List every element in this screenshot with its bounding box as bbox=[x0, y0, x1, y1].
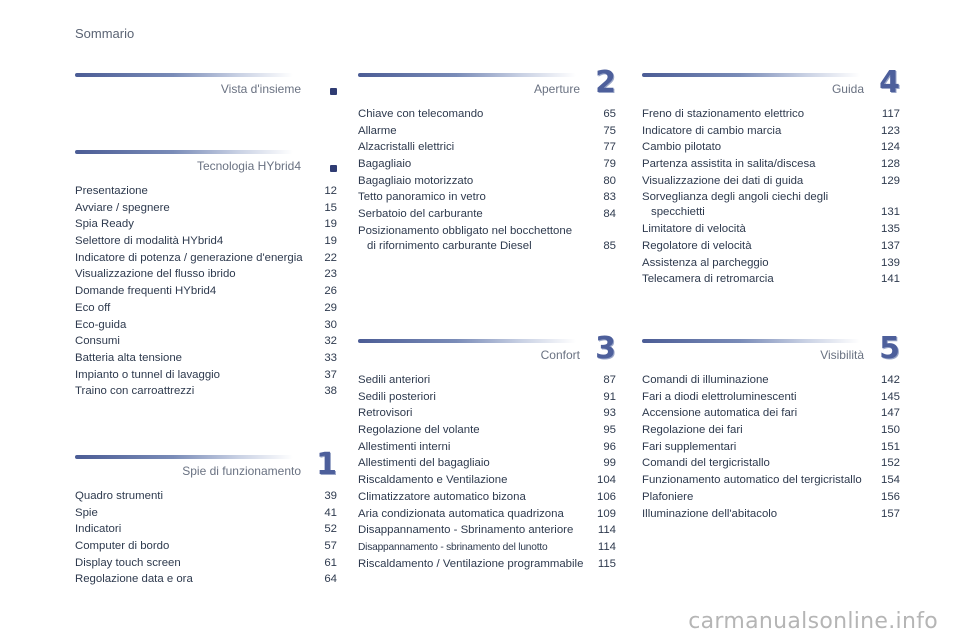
toc-entry-label: Telecamera di retromarcia bbox=[642, 273, 774, 286]
toc-entry-label: Comandi di illuminazione bbox=[642, 374, 769, 386]
toc-entry-label: Assistenza al parcheggio bbox=[642, 256, 769, 269]
toc-entry-page: 65 bbox=[603, 108, 616, 120]
section-title: Vista d'insieme bbox=[220, 82, 301, 96]
toc-entry-page: 141 bbox=[880, 273, 900, 286]
toc-entry-page: 26 bbox=[324, 285, 337, 298]
toc-entry-page: 39 bbox=[324, 490, 337, 502]
toc-entry[interactable] bbox=[358, 107, 616, 122]
section-header bbox=[75, 73, 337, 107]
toc-entry-label: Avviare / spegnere bbox=[75, 201, 170, 214]
toc-entry-label: Disappannamento - sbrinamento del lunotto bbox=[358, 541, 548, 553]
toc-entry-label: Funzionamento automatico del tergicristallo bbox=[642, 474, 862, 487]
toc-entry[interactable] bbox=[642, 440, 900, 455]
toc-entry[interactable] bbox=[75, 351, 337, 366]
toc-entry-page: 99 bbox=[603, 457, 616, 470]
toc-entry-label: Computer di bordo bbox=[75, 540, 170, 553]
toc-entry-page: 106 bbox=[596, 490, 616, 503]
toc-entry-label: Accensione automatica dei fari bbox=[642, 407, 798, 420]
toc-entry[interactable] bbox=[358, 557, 616, 572]
toc-entry-label: Aria condizionata automatica quadrizona bbox=[358, 507, 564, 520]
toc-entry[interactable] bbox=[75, 301, 337, 316]
section-title: Aperture bbox=[533, 82, 580, 96]
toc-entry[interactable] bbox=[358, 124, 616, 139]
toc-entry-label: Regolazione dei fari bbox=[642, 424, 743, 437]
toc-entry-label: Batteria alta tensione bbox=[75, 351, 183, 364]
toc-entry[interactable] bbox=[75, 384, 337, 399]
toc-entry-label: Cambio pilotato bbox=[642, 141, 722, 154]
toc-entry-label: Riscaldamento / Ventilazione programmabile bbox=[358, 557, 584, 570]
toc-entry-page: 104 bbox=[596, 474, 616, 487]
toc-entry-label: Tetto panoramico in vetro bbox=[358, 191, 486, 204]
section-vista bbox=[75, 73, 337, 107]
toc-entry-page: 30 bbox=[324, 318, 337, 331]
toc-entry-page: 80 bbox=[603, 174, 616, 187]
toc-entry-page: 75 bbox=[603, 124, 616, 137]
toc-entry[interactable] bbox=[358, 490, 616, 505]
toc-entry-label: Alzacristalli elettrici bbox=[358, 141, 455, 154]
toc-entry-label: Indicatori bbox=[75, 523, 122, 536]
toc-entry-page: 147 bbox=[880, 407, 900, 420]
toc-entry-label: Bagagliaio bbox=[358, 158, 412, 171]
section-marker-icon bbox=[330, 165, 337, 172]
toc-entry-page: 156 bbox=[880, 490, 900, 503]
toc-entry-label: Regolatore di velocità bbox=[642, 239, 752, 252]
toc-entry-page: 114 bbox=[597, 524, 616, 537]
toc-entry-page: 87 bbox=[603, 374, 616, 386]
toc-entry-label: Disappannamento - Sbrinamento anteriore bbox=[358, 524, 574, 537]
toc-entry[interactable] bbox=[642, 272, 900, 287]
toc-entry-page: 124 bbox=[880, 141, 900, 154]
toc-entry-label: Regolazione data e ora bbox=[75, 573, 193, 586]
toc-entry-page: 152 bbox=[880, 457, 900, 470]
section-number: 2 bbox=[595, 65, 616, 100]
toc-entry-page: 37 bbox=[324, 368, 337, 381]
section-number: 4 bbox=[879, 65, 900, 100]
toc-entry[interactable] bbox=[75, 251, 337, 266]
toc-entry[interactable] bbox=[642, 239, 900, 254]
toc-entry-page: 12 bbox=[324, 185, 337, 197]
toc-entry-label: Riscaldamento e Ventilazione bbox=[358, 474, 508, 487]
toc-entry-label: Plafoniere bbox=[642, 490, 694, 503]
toc-entry[interactable] bbox=[358, 373, 616, 388]
toc-entry-page: 109 bbox=[596, 507, 616, 520]
toc-entry[interactable] bbox=[358, 157, 616, 172]
toc-entry[interactable] bbox=[642, 507, 900, 522]
toc-entry[interactable] bbox=[642, 406, 900, 421]
toc-entry[interactable] bbox=[358, 440, 616, 455]
toc-entry-page: 96 bbox=[603, 440, 616, 453]
toc-entry-label: Indicatore di cambio marcia bbox=[642, 124, 782, 137]
toc-entry-label: Domande frequenti HYbrid4 bbox=[75, 285, 217, 298]
toc-entry-label: Retrovisori bbox=[358, 407, 413, 420]
toc-entry-page: 154 bbox=[880, 474, 900, 487]
toc-entry-page: 114 bbox=[597, 540, 616, 553]
toc-entry-label: Fari a diodi elettroluminescenti bbox=[642, 390, 797, 403]
toc-entry[interactable] bbox=[75, 522, 337, 537]
toc-entry-page: 115 bbox=[597, 557, 616, 570]
toc-entry[interactable] bbox=[358, 390, 616, 405]
toc-entry-page: 33 bbox=[324, 351, 337, 364]
toc-list bbox=[75, 489, 337, 587]
toc-entry-page: 95 bbox=[603, 424, 616, 437]
toc-entry-page: 77 bbox=[603, 141, 616, 154]
toc-entry-page: 32 bbox=[324, 335, 337, 348]
toc-entry[interactable] bbox=[75, 267, 337, 282]
toc-entry-page: 129 bbox=[880, 174, 900, 187]
toc-entry-page: 64 bbox=[324, 573, 337, 586]
toc-entry-label: Bagagliaio motorizzato bbox=[358, 174, 474, 187]
toc-entry-page: 22 bbox=[324, 251, 337, 264]
toc-entry-label: Traino con carroattrezzi bbox=[75, 385, 195, 398]
section-title: Spie di funzionamento bbox=[182, 464, 301, 478]
toc-entry-page: 84 bbox=[603, 208, 616, 221]
toc-entry-page: 150 bbox=[880, 424, 900, 437]
toc-entry-label: Partenza assistita in salita/discesa bbox=[642, 158, 816, 171]
toc-entry[interactable] bbox=[642, 107, 900, 122]
toc-entry-page: 157 bbox=[880, 507, 900, 520]
toc-entry-label: Allestimenti del bagagliaio bbox=[358, 457, 490, 470]
section-divider bbox=[75, 150, 293, 154]
toc-entry[interactable] bbox=[358, 406, 616, 421]
toc-entry-page: 117 bbox=[881, 108, 900, 120]
toc-entry-page: 38 bbox=[324, 385, 337, 398]
toc-entry[interactable] bbox=[642, 190, 900, 220]
toc-entry[interactable] bbox=[75, 368, 337, 383]
toc-entry-label: Visualizzazione dei dati di guida bbox=[642, 174, 804, 187]
toc-entry-label: Comandi del tergicristallo bbox=[642, 457, 770, 470]
section-title: Tecnologia HYbrid4 bbox=[196, 159, 301, 173]
toc-entry-label: Illuminazione dell'abitacolo bbox=[642, 507, 778, 520]
toc-entry-page: 131 bbox=[880, 206, 900, 219]
toc-entry[interactable] bbox=[642, 174, 900, 189]
toc-entry-page: 52 bbox=[324, 523, 337, 536]
toc-entry[interactable] bbox=[358, 207, 616, 222]
toc-entry-page: 41 bbox=[324, 506, 337, 519]
toc-entry-page: 19 bbox=[324, 218, 337, 231]
toc-entry-page: 29 bbox=[324, 301, 337, 314]
toc-entry[interactable] bbox=[75, 334, 337, 349]
section-comfort bbox=[358, 331, 616, 573]
toc-entry[interactable] bbox=[642, 124, 900, 139]
toc-entry[interactable] bbox=[358, 473, 616, 488]
toc-entry[interactable] bbox=[75, 318, 337, 333]
toc-entry-label: Allarme bbox=[358, 124, 397, 137]
section-spie bbox=[75, 447, 337, 589]
section-number: 1 bbox=[316, 447, 337, 482]
toc-entry[interactable] bbox=[642, 157, 900, 172]
toc-entry-page: 139 bbox=[880, 256, 900, 269]
toc-entry-label: Chiave con telecomando bbox=[358, 108, 484, 120]
toc-entry-page: 23 bbox=[324, 268, 337, 281]
section-header bbox=[75, 447, 337, 489]
section-title: Guida bbox=[831, 82, 864, 96]
section-header bbox=[75, 150, 337, 184]
toc-entry-page: 145 bbox=[880, 390, 900, 403]
toc-entry-page: 128 bbox=[880, 158, 900, 171]
section-divider bbox=[75, 73, 293, 77]
toc-entry-label: Consumi bbox=[75, 335, 120, 348]
toc-entry-label: Sedili posteriori bbox=[358, 390, 436, 403]
toc-entry[interactable] bbox=[642, 423, 900, 438]
toc-entry-label: Posizionamento obbligato nel bocchettone di rifornimento carburante Diesel bbox=[358, 224, 573, 252]
section-number: 5 bbox=[879, 331, 900, 366]
toc-entry[interactable] bbox=[75, 284, 337, 299]
toc-entry[interactable] bbox=[75, 506, 337, 521]
toc-entry-page: 83 bbox=[603, 191, 616, 204]
toc-entry-label: Sorveglianza degli angoli ciechi degli specchietti bbox=[642, 191, 829, 219]
toc-entry[interactable] bbox=[75, 184, 337, 199]
toc-entry-page: 142 bbox=[880, 374, 900, 386]
toc-entry-label: Eco off bbox=[75, 301, 111, 314]
toc-entry-label: Quadro strumenti bbox=[75, 490, 163, 502]
page-title: Sommario bbox=[75, 26, 135, 41]
toc-entry[interactable] bbox=[75, 539, 337, 554]
toc-entry[interactable] bbox=[358, 174, 616, 189]
toc-entry-label: Eco-guida bbox=[75, 318, 127, 331]
toc-entry-page: 91 bbox=[603, 390, 616, 403]
toc-entry[interactable] bbox=[358, 540, 616, 555]
section-number: 3 bbox=[595, 331, 616, 366]
toc-entry-page: 85 bbox=[603, 239, 616, 252]
toc-list bbox=[358, 373, 616, 572]
toc-entry-label: Presentazione bbox=[75, 185, 148, 197]
toc-entry-page: 79 bbox=[603, 158, 616, 171]
toc-entry[interactable] bbox=[75, 556, 337, 571]
toc-entry-page: 137 bbox=[880, 239, 900, 252]
section-visibilita bbox=[642, 331, 900, 523]
section-header bbox=[358, 65, 616, 107]
toc-entry[interactable] bbox=[358, 140, 616, 155]
toc-entry[interactable] bbox=[75, 217, 337, 232]
toc-entry[interactable] bbox=[642, 473, 900, 488]
toc-entry[interactable] bbox=[642, 373, 900, 388]
toc-list bbox=[642, 107, 900, 287]
toc-entry[interactable] bbox=[642, 256, 900, 271]
toc-entry-label: Impianto o tunnel di lavaggio bbox=[75, 368, 221, 381]
toc-entry-label: Spie bbox=[75, 506, 98, 519]
toc-entry-page: 57 bbox=[324, 540, 337, 553]
toc-entry-page: 135 bbox=[880, 223, 900, 236]
toc-entry-label: Fari supplementari bbox=[642, 440, 737, 453]
section-title: Visibilità bbox=[820, 348, 864, 362]
toc-entry[interactable] bbox=[642, 490, 900, 505]
toc-entry-page: 93 bbox=[603, 407, 616, 420]
toc-entry[interactable] bbox=[358, 224, 616, 254]
toc-entry-page: 61 bbox=[324, 556, 337, 569]
toc-entry[interactable] bbox=[75, 489, 337, 504]
toc-entry-label: Selettore di modalità HYbrid4 bbox=[75, 235, 224, 248]
toc-entry-label: Visualizzazione del flusso ibrido bbox=[75, 268, 236, 281]
toc-entry-label: Sedili anteriori bbox=[358, 374, 431, 386]
toc-entry[interactable] bbox=[642, 390, 900, 405]
section-header bbox=[642, 331, 900, 373]
toc-entry[interactable] bbox=[358, 423, 616, 438]
toc-entry-label: Climatizzatore automatico bizona bbox=[358, 490, 526, 503]
toc-list bbox=[358, 107, 616, 254]
toc-entry[interactable] bbox=[642, 140, 900, 155]
toc-entry-label: Regolazione del volante bbox=[358, 424, 480, 437]
toc-entry[interactable] bbox=[75, 572, 337, 587]
section-title: Confort bbox=[540, 348, 580, 362]
toc-entry[interactable] bbox=[75, 234, 337, 249]
section-divider bbox=[358, 339, 576, 343]
toc-entry-label: Display touch screen bbox=[75, 556, 181, 569]
toc-entry-page: 151 bbox=[880, 440, 900, 453]
toc-entry[interactable] bbox=[358, 190, 616, 205]
section-header bbox=[358, 331, 616, 373]
section-header bbox=[642, 65, 900, 107]
section-tecnologia bbox=[75, 150, 337, 401]
watermark: carmanualsonline.info bbox=[688, 609, 938, 634]
section-divider bbox=[642, 339, 860, 343]
section-marker-icon bbox=[330, 88, 337, 95]
toc-entry-label: Indicatore di potenza / generazione d'energia bbox=[75, 251, 303, 264]
toc-entry-page: 15 bbox=[324, 201, 337, 214]
toc-entry[interactable] bbox=[642, 222, 900, 237]
toc-entry-label: Allestimenti interni bbox=[358, 440, 451, 453]
toc-entry-page: 19 bbox=[324, 235, 337, 248]
toc-entry-label: Freno di stazionamento elettrico bbox=[642, 108, 805, 120]
toc-entry-label: Limitatore di velocità bbox=[642, 223, 746, 236]
section-divider bbox=[75, 455, 293, 459]
toc-entry-label: Serbatoio del carburante bbox=[358, 208, 483, 221]
toc-entry[interactable] bbox=[642, 456, 900, 471]
toc-entry[interactable] bbox=[358, 456, 616, 471]
toc-entry-label: Spia Ready bbox=[75, 218, 134, 231]
section-guida bbox=[642, 65, 900, 289]
toc-list bbox=[75, 184, 337, 399]
toc-entry[interactable] bbox=[358, 523, 616, 538]
section-aperture bbox=[358, 65, 616, 256]
section-divider bbox=[358, 73, 576, 77]
toc-entry[interactable] bbox=[358, 507, 616, 522]
toc-list bbox=[642, 373, 900, 522]
section-divider bbox=[642, 73, 860, 77]
toc-entry-page: 123 bbox=[880, 124, 900, 137]
toc-entry[interactable] bbox=[75, 201, 337, 216]
